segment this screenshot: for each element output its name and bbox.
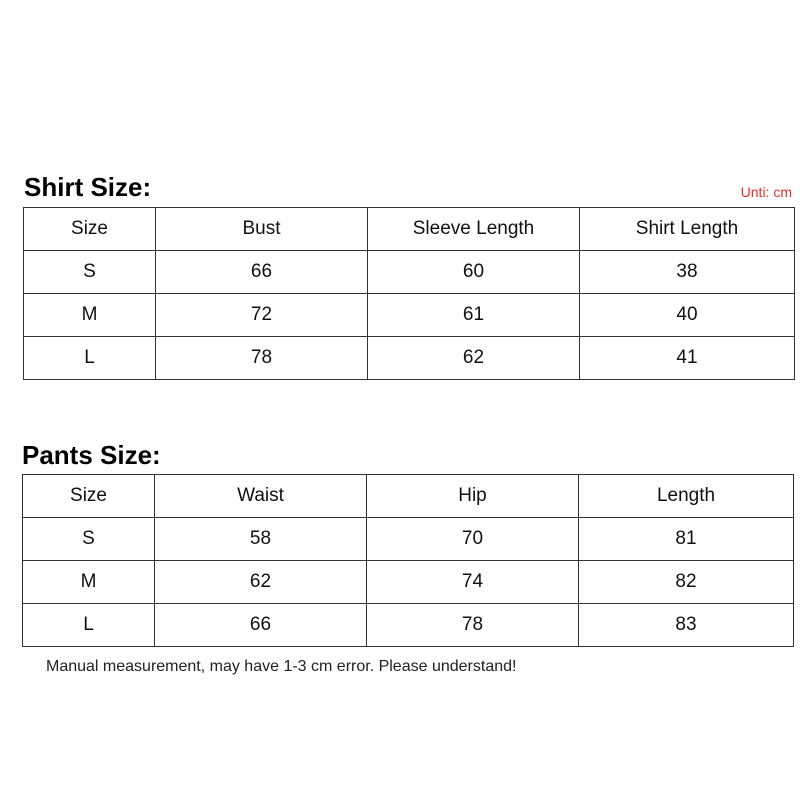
- table-header-row: [23, 475, 794, 518]
- hip-cell: 70: [367, 518, 579, 561]
- header-cell-size: Size: [23, 475, 155, 518]
- measurement-footnote: Manual measurement, may have 1-3 cm error. Please understand!: [46, 658, 517, 675]
- waist-cell: 58: [155, 518, 367, 561]
- waist-cell: 66: [155, 604, 367, 647]
- pants-size-table: [22, 474, 794, 647]
- hip-cell: 74: [367, 561, 579, 604]
- length-cell: 83: [579, 604, 794, 647]
- shirt-length-cell: 40: [580, 294, 795, 337]
- header-cell-length: Length: [579, 475, 794, 518]
- bust-cell: 78: [156, 337, 368, 380]
- shirt-size-table: [23, 207, 795, 380]
- shirt-length-cell: 38: [580, 251, 795, 294]
- pants-size-title: Pants Size:: [22, 440, 161, 470]
- size-cell: L: [24, 337, 156, 380]
- sleeve-length-cell: 62: [368, 337, 580, 380]
- table-header-row: [24, 208, 795, 251]
- unit-note: Unti: cm: [740, 184, 792, 200]
- bust-cell: 72: [156, 294, 368, 337]
- header-cell-bust: Bust: [156, 208, 368, 251]
- length-cell: 82: [579, 561, 794, 604]
- sleeve-length-cell: 60: [368, 251, 580, 294]
- size-cell: M: [23, 561, 155, 604]
- shirt-size-title: Shirt Size:: [24, 172, 152, 202]
- table-row: [23, 561, 794, 604]
- table-row: [24, 294, 795, 337]
- header-cell-hip: Hip: [367, 475, 579, 518]
- sleeve-length-cell: 61: [368, 294, 580, 337]
- bust-cell: 66: [156, 251, 368, 294]
- size-cell: S: [24, 251, 156, 294]
- size-cell: S: [23, 518, 155, 561]
- header-cell-waist: Waist: [155, 475, 367, 518]
- table-row: [24, 337, 795, 380]
- header-cell-shirt-length: Shirt Length: [580, 208, 795, 251]
- shirt-length-cell: 41: [580, 337, 795, 380]
- header-cell-sleeve-length: Sleeve Length: [368, 208, 580, 251]
- size-cell: L: [23, 604, 155, 647]
- waist-cell: 62: [155, 561, 367, 604]
- size-cell: M: [24, 294, 156, 337]
- hip-cell: 78: [367, 604, 579, 647]
- length-cell: 81: [579, 518, 794, 561]
- header-cell-size: Size: [24, 208, 156, 251]
- table-row: [24, 251, 795, 294]
- table-row: [23, 518, 794, 561]
- table-row: [23, 604, 794, 647]
